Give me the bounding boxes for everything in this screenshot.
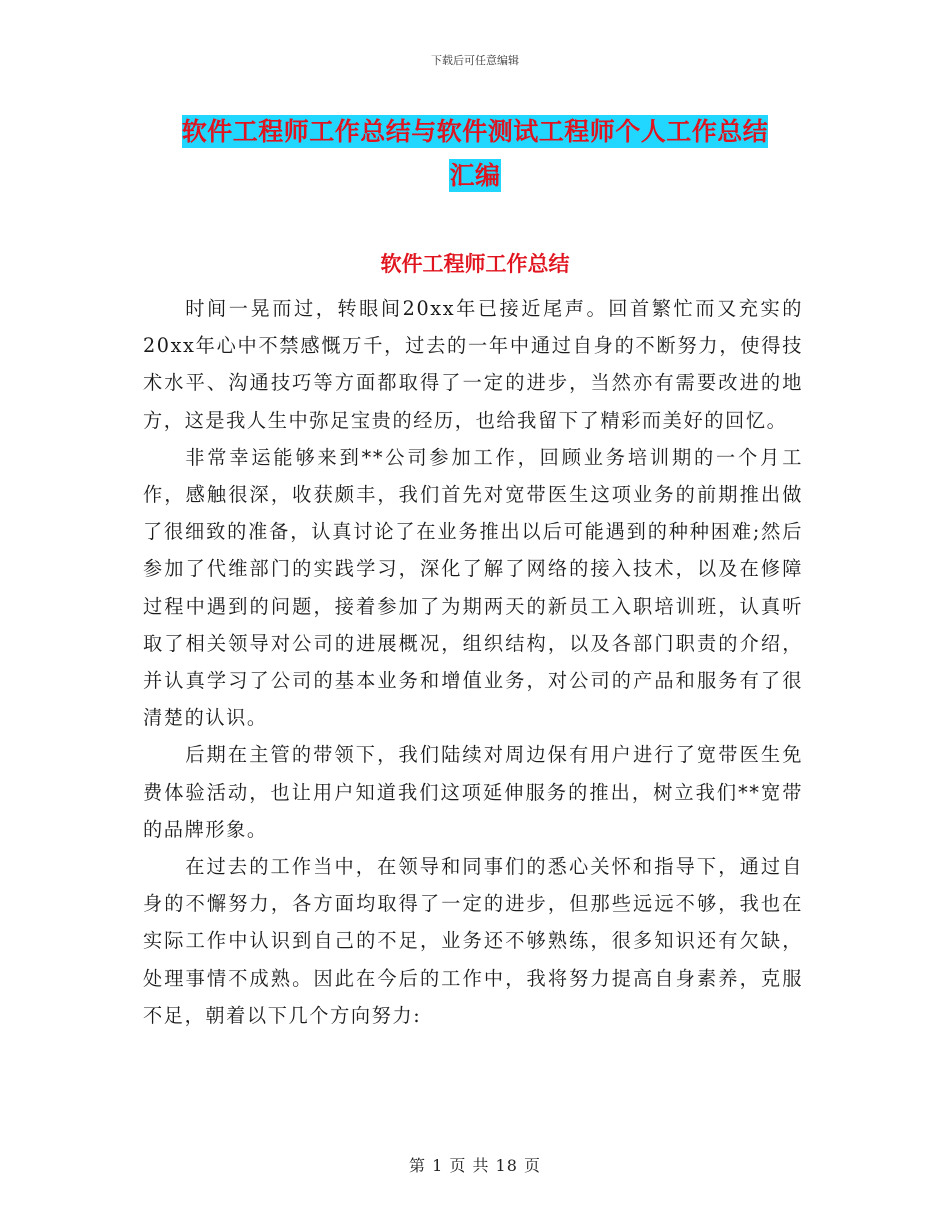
document-body xyxy=(143,290,803,1034)
paragraph: 时间一晃而过，转眼间20xx年已接近尾声。回首繁忙而又充实的20xx年心中不禁感慨万千，过去的一年中通过自身的不断努力，使得技术水平、沟通技巧等方面都取得了一定的进步，当然亦有需要改进的地方，这是我人生中弥足宝贵的经历，也给我留下了精彩而美好的回忆。 xyxy=(143,297,803,432)
document-title-line-2: 汇编 xyxy=(449,161,501,190)
document-title-line-1: 软件工程师工作总结与软件测试工程师个人工作总结 xyxy=(181,117,769,146)
page-footer: 第 1 页 共 18 页 xyxy=(409,1156,541,1175)
document-title xyxy=(140,110,810,198)
header-note: 下载后可任意编辑 xyxy=(431,54,519,67)
paragraph: 非常幸运能够来到**公司参加工作，回顾业务培训期的一个月工作，感触很深，收获颇丰，我们首先对宽带医生这项业务的前期推出做了很细致的准备，认真讨论了在业务推出以后可能遇到的种种困难;然后参加了代维部门的实践学习，深化了解了网络的接入技术，以及在修障过程中遇到的问题，接着参加了为期两天的新员工入职培训班，认真听取了相关领导对公司的进展概况，组织结构，以及各部门职责的介绍，并认真学习了公司的基本业务和增值业务，对公司的产品和服务有了很清楚的认识。 xyxy=(143,445,803,730)
paragraph: 在过去的工作当中，在领导和同事们的悉心关怀和指导下，通过自身的不懈努力，各方面均取得了一定的进步，但那些远远不够，我也在实际工作中认识到自己的不足，业务还不够熟练，很多知识还有欠缺，处理事情不成熟。因此在今后的工作中，我将努力提高自身素养，克服不足，朝着以下几个方向努力: xyxy=(143,855,803,1027)
paragraph: 后期在主管的带领下，我们陆续对周边保有用户进行了宽带医生免费体验活动，也让用户知道我们这项延伸服务的推出，树立我们**宽带的品牌形象。 xyxy=(143,743,803,841)
section-title: 软件工程师工作总结 xyxy=(380,252,570,276)
